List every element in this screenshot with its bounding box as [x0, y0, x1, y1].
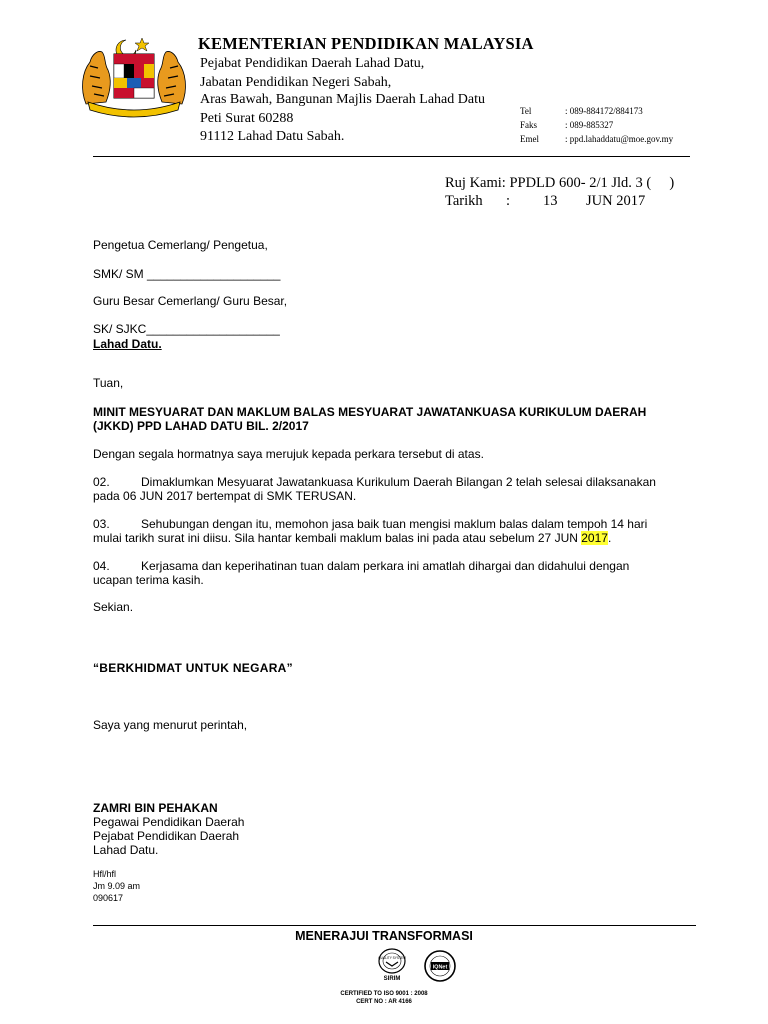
- paragraph-number: 03.: [93, 517, 110, 531]
- paragraph-number: 04.: [93, 559, 110, 573]
- tel-value: : 089-884172/884173: [565, 106, 643, 116]
- address-line: Pejabat Pendidikan Daerah Lahad Datu,: [200, 56, 425, 71]
- subject-line: MINIT MESYUARAT DAN MAKLUM BALAS MESYUARAT JAWATANKUASA KURIKULUM DAERAH: [93, 405, 647, 419]
- footer-motto: MENERAJUI TRANSFORMASI: [295, 929, 473, 943]
- date-colon: :: [506, 193, 511, 209]
- fax-label: Faks: [520, 120, 538, 130]
- email-label: Emel: [520, 134, 539, 144]
- paragraph-line: Dimaklumkan Mesyuarat Jawatankuasa Kurikulum Daerah Bilangan 2 telah selesai dilaksanakan: [141, 475, 656, 489]
- fax-value: : 089-885327: [565, 120, 614, 130]
- paragraph-line: ucapan terima kasih.: [93, 573, 204, 587]
- recipient-line: Guru Besar Cemerlang/ Guru Besar,: [93, 294, 288, 308]
- email-value: : ppd.lahaddatu@moe.gov.my: [565, 134, 674, 144]
- signatory-office: Pejabat Pendidikan Daerah: [93, 829, 240, 843]
- paragraph-line: Sehubungan dengan itu, memohon jasa baik tuan mengisi maklum balas dalam tempoh 14 hari: [141, 517, 648, 531]
- ref-code: Hfl/hfl: [93, 869, 117, 879]
- certificate-number: CERT NO : AR 4166: [356, 999, 412, 1005]
- motto: “BERKHIDMAT UNTUK NEGARA”: [93, 661, 293, 675]
- address-line: 91112 Lahad Datu Sabah.: [200, 129, 345, 144]
- subject-line: (JKKD) PPD LAHAD DATU BIL. 2/2017: [93, 419, 309, 433]
- recipient-line: SK/ SJKC____________________: [93, 322, 280, 336]
- iqnet-logo: [422, 949, 458, 983]
- coat-of-arms-logo: [78, 34, 190, 118]
- paragraph-text: mulai tarikh surat ini diisu. Sila hantar kembali maklum balas ini pada atau sebelum 27 JUN: [93, 531, 582, 545]
- ministry-title: KEMENTERIAN PENDIDIKAN MALAYSIA: [198, 34, 534, 53]
- address-line: Jabatan Pendidikan Negeri Sabah,: [200, 75, 392, 90]
- recipient-location: Lahad Datu.: [93, 337, 162, 351]
- certification-text: CERTIFIED TO ISO 9001 : 2008: [340, 991, 428, 997]
- recipient-line: SMK/ SM ____________________: [93, 267, 281, 281]
- paragraph-line: pada 06 JUN 2017 bertempat di SMK TERUSAN.: [93, 489, 357, 503]
- paragraph-line: Kerjasama dan keperihatinan tuan dalam perkara ini amatlah dihargai dan didahului dengan: [141, 559, 630, 573]
- iqnet-label: IQNet: [432, 964, 448, 971]
- closing: Sekian.: [93, 600, 134, 614]
- paragraph-number: 02.: [93, 475, 110, 489]
- footer-divider: [93, 925, 696, 926]
- tel-label: Tel: [520, 106, 532, 116]
- recipient-line: Pengetua Cemerlang/ Pengetua,: [93, 238, 268, 252]
- salutation: Tuan,: [93, 376, 124, 390]
- address-line: Aras Bawah, Bangunan Majlis Daerah Lahad Datu: [200, 92, 485, 107]
- sirim-logo: [367, 948, 417, 982]
- date-label: Tarikh: [445, 193, 483, 209]
- address-line: Peti Surat 60288: [200, 111, 294, 126]
- ref-code: Jm 9.09 am: [93, 881, 141, 891]
- signatory-place: Lahad Datu.: [93, 843, 159, 857]
- sirim-label: SIRIM: [383, 976, 401, 982]
- header-divider: [93, 156, 690, 157]
- signoff: Saya yang menurut perintah,: [93, 718, 248, 732]
- ref-code: 090617: [93, 893, 124, 903]
- intro-paragraph: Dengan segala hormatnya saya merujuk kepada perkara tersebut di atas.: [93, 447, 484, 461]
- paragraph-line: [93, 531, 611, 545]
- signatory-title: Pegawai Pendidikan Daerah: [93, 815, 245, 829]
- date-month-year: JUN 2017: [586, 193, 646, 209]
- date-day: 13: [543, 193, 558, 209]
- highlighted-year: 2017: [581, 531, 608, 545]
- reference-number: Ruj Kami: PPDLD 600- 2/1 Jld. 3 ( ): [445, 175, 675, 191]
- sirim-top-text: QUALITY SYSTEM: [378, 956, 406, 960]
- paragraph-text: .: [607, 531, 612, 545]
- signatory-name: ZAMRI BIN PEHAKAN: [93, 801, 218, 815]
